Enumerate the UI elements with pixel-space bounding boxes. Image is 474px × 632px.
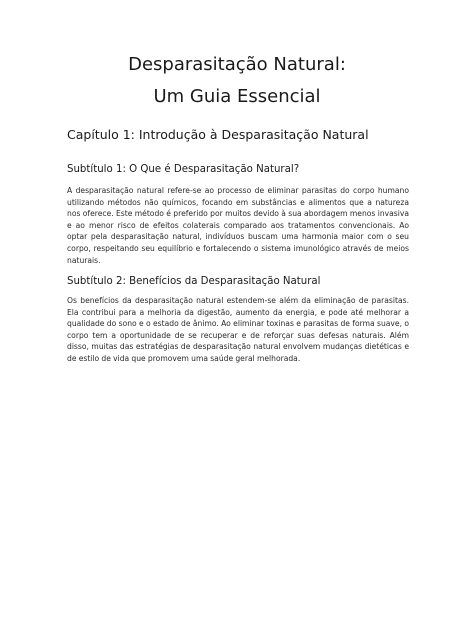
section-subtitle-2: Subtítulo 2: Benefícios da Desparasitação Natural <box>67 276 321 287</box>
chapter-heading: Capítulo 1: Introdução à Desparasitação Natural <box>67 127 369 142</box>
section-subtitle-1: Subtítulo 1: O Que é Desparasitação Natural? <box>67 164 300 175</box>
section-paragraph-2: Os benefícios da desparasitação natural estendem-se além da eliminação de parasitas. Ela contribui para a melhoria da digestão, aumento da energia, e pode até melhorar a qualidade do sono e o estado de ânimo. Ao eliminar toxinas e parasitas de forma suave, o corpo tem a oportunidade de se recuperar e de reforçar suas defesas naturais. Além disso, muitas das estratégias de desparasitação natural envolvem mudanças dietéticas e de estilo de vida que promovem uma saúde geral melhorada. <box>67 296 409 363</box>
document-title-line-1: Desparasitação Natural: <box>128 54 346 75</box>
section-paragraph-1: A desparasitação natural refere-se ao processo de eliminar parasitas do corpo humano utilizando métodos não químicos, focando em substâncias e alimentos que a natureza nos oferece. Este método é preferido por muitos devido à sua abordagem menos invasiva e ao menor risco de efeitos colaterais comparado aos tratamentos convencionais. Ao optar pela desparasitação natural, indivíduos buscam uma harmonia maior com o seu corpo, respeitando seu equilíbrio e fortalecendo o sistema imunológico através de meios naturais. <box>67 186 409 265</box>
document-title-line-2: Um Guia Essencial <box>153 86 321 107</box>
